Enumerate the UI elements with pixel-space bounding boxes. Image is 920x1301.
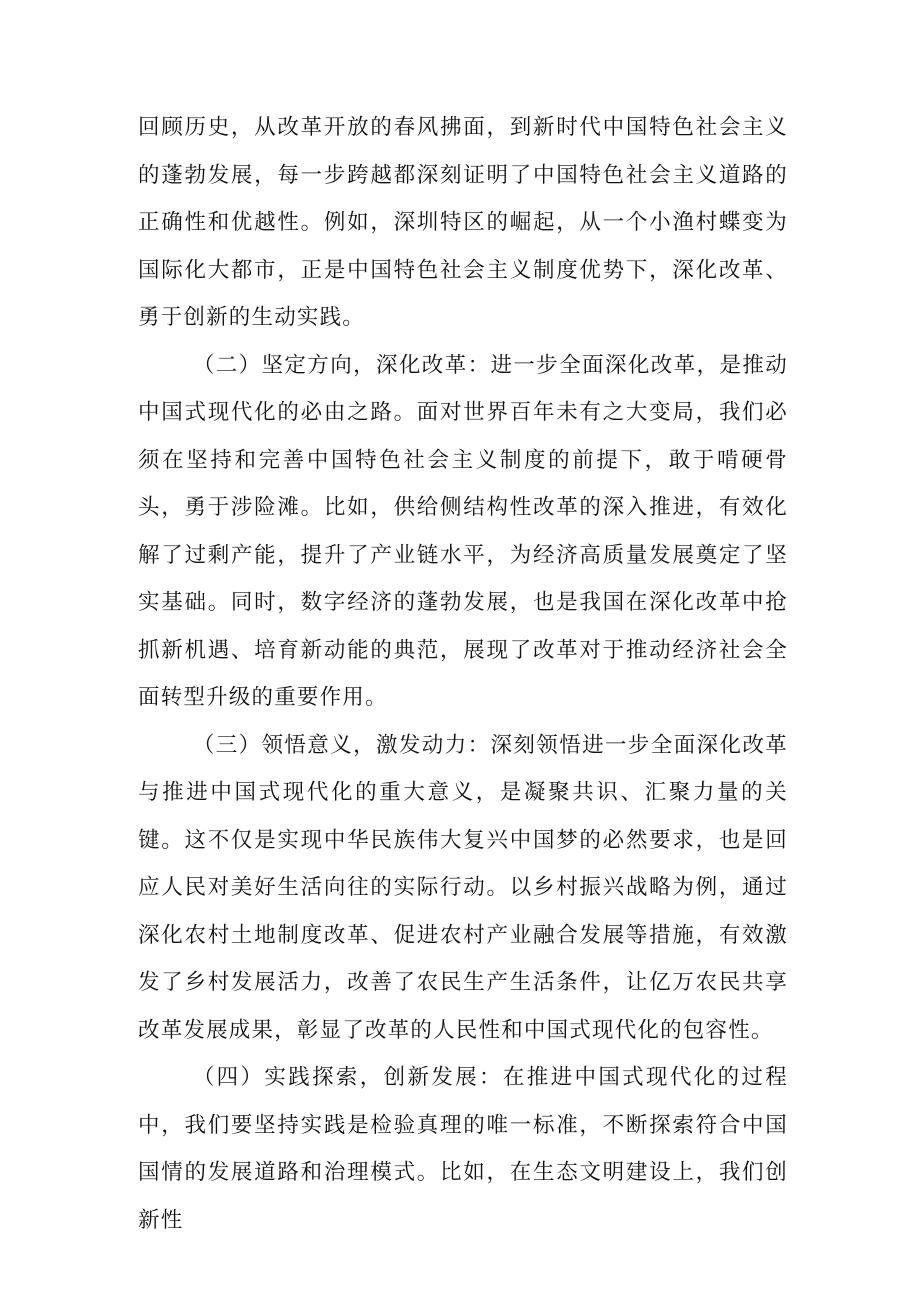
paragraph-section-three: （三）领悟意义，激发动力：深刻领悟进一步全面深化改革与推进中国式现代化的重大意义，是凝聚共识、汇聚力量的关键。这不仅是实现中华民族伟大复兴中国梦的必然要求，也是回应人民对美好生活向往的实际行动。以乡村振兴战略为例，通过深化农村土地制度改革、促进农村产业融合发展等措施，有效激发了乡村发展活力，改善了农民生产生活条件，让亿万农民共享改革发展成果，彰显了改革的人民性和中国式现代化的包容性。 (138, 732, 788, 1043)
paragraph-section-four: （四）实践探索，创新发展：在推进中国式现代化的过程中，我们要坚持实践是检验真理的唯一标准，不断探索符合中国国情的发展道路和治理模式。比如，在生态文明建设上，我们创新性 (138, 1065, 788, 1233)
paragraph-section-two: （二）坚定方向，深化改革：进一步全面深化改革，是推动中国式现代化的必由之路。面对世界百年未有之大变局，我们必须在坚持和完善中国特色社会主义制度的前提下，敢于啃硬骨头，勇于涉险滩。比如，供给侧结构性改革的深入推进，有效化解了过剩产能，提升了产业链水平，为经济高质量发展奠定了坚实基础。同时，数字经济的蓬勃发展，也是我国在深化改革中抢抓新机遇、培育新动能的典范，展现了改革对于推动经济社会全面转型升级的重要作用。 (138, 352, 788, 710)
document-page (138, 104, 788, 1244)
paragraph-review-history: 回顾历史，从改革开放的春风拂面，到新时代中国特色社会主义的蓬勃发展，每一步跨越都深刻证明了中国特色社会主义道路的正确性和优越性。例如，深圳特区的崛起，从一个小渔村蝶变为国际化大都市，正是中国特色社会主义制度优势下，深化改革、勇于创新的生动实践。 (138, 115, 788, 330)
